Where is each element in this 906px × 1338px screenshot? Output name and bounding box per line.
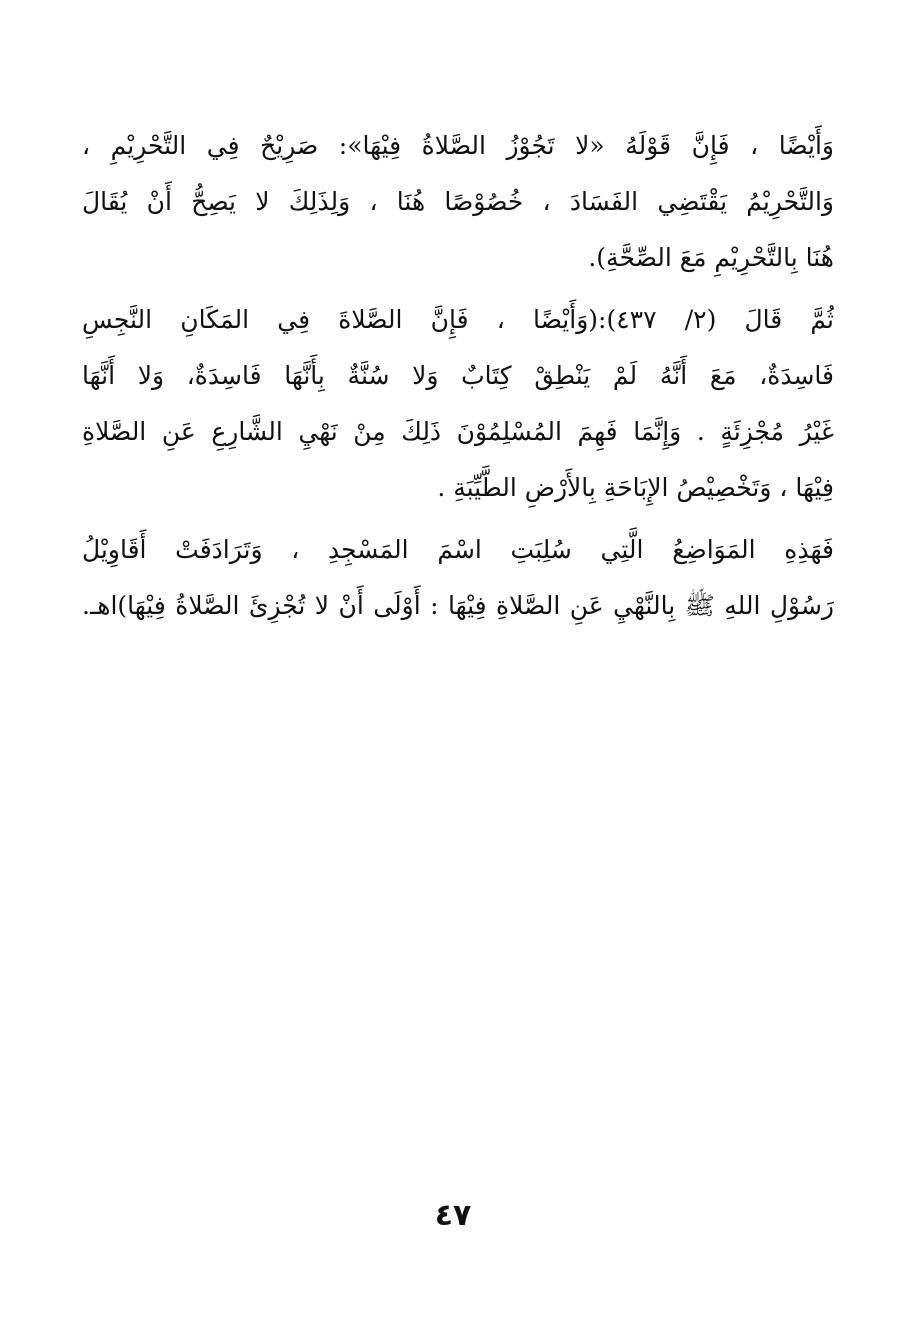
text-line: فَاسِدَةٌ، مَعَ أَنَّهُ لَمْ يَنْطِقْ كِتَابٌ وَلا سُنَّةٌ بِأَنَّهَا فَاسِدَةٌ، وَلا أَنَّهَا [82,361,834,390]
paragraph-1 [82,118,834,286]
text-line: وَالتَّحْرِيْمُ يَقْتَضِي الفَسَادَ ، خُصُوْصًا هُنَا ، وَلِذَلِكَ لا يَصِحُّ أَنْ يُقَالَ [82,187,834,216]
page-number: ٤٧ [434,1198,472,1233]
text-line: هُنَا بِالتَّحْرِيْمِ مَعَ الصِّحَّةِ). [588,243,834,272]
body-text [82,118,834,634]
text-line: وَأَيْضًا ، فَإِنَّ قَوْلَهُ «لا تَجُوْزُ الصَّلاةُ فِيْهَا»: صَرِيْحٌ فِي التَّحْرِيْمِ ، [82,131,834,160]
text-line: ثُمَّ قَالَ (٢/ ٤٣٧):(وَأَيْضًا ، فَإِنَّ الصَّلاةَ فِي المَكَانِ النَّجِسِ [82,305,834,334]
text-line: غَيْرُ مُجْزِئَةٍ . وَإِنَّمَا فَهِمَ المُسْلِمُوْنَ ذَلِكَ مِنْ نَهْيِ الشَّارِعِ عَنِ الصَّلاةِ [82,417,834,446]
paragraph-2 [82,292,834,516]
paragraph-3 [82,522,834,634]
text-line: فَهَذِهِ المَوَاضِعُ الَّتِي سُلِبَتِ اسْمَ المَسْجِدِ ، وَتَرَادَفَتْ أَقَاوِيْلُ [82,535,834,564]
text-line: رَسُوْلِ اللهِ ﷺ بِالنَّهْيِ عَنِ الصَّلاةِ فِيْهَا : أَوْلَى أَنْ لا تُجْزِئَ الصَّلاةُ فِيْهَا)اهـ. [82,591,834,620]
text-line: فِيْهَا ، وَتَخْصِيْصُ الإِبَاحَةِ بِالأَرْضِ الطَّيِّبَةِ . [437,473,834,502]
